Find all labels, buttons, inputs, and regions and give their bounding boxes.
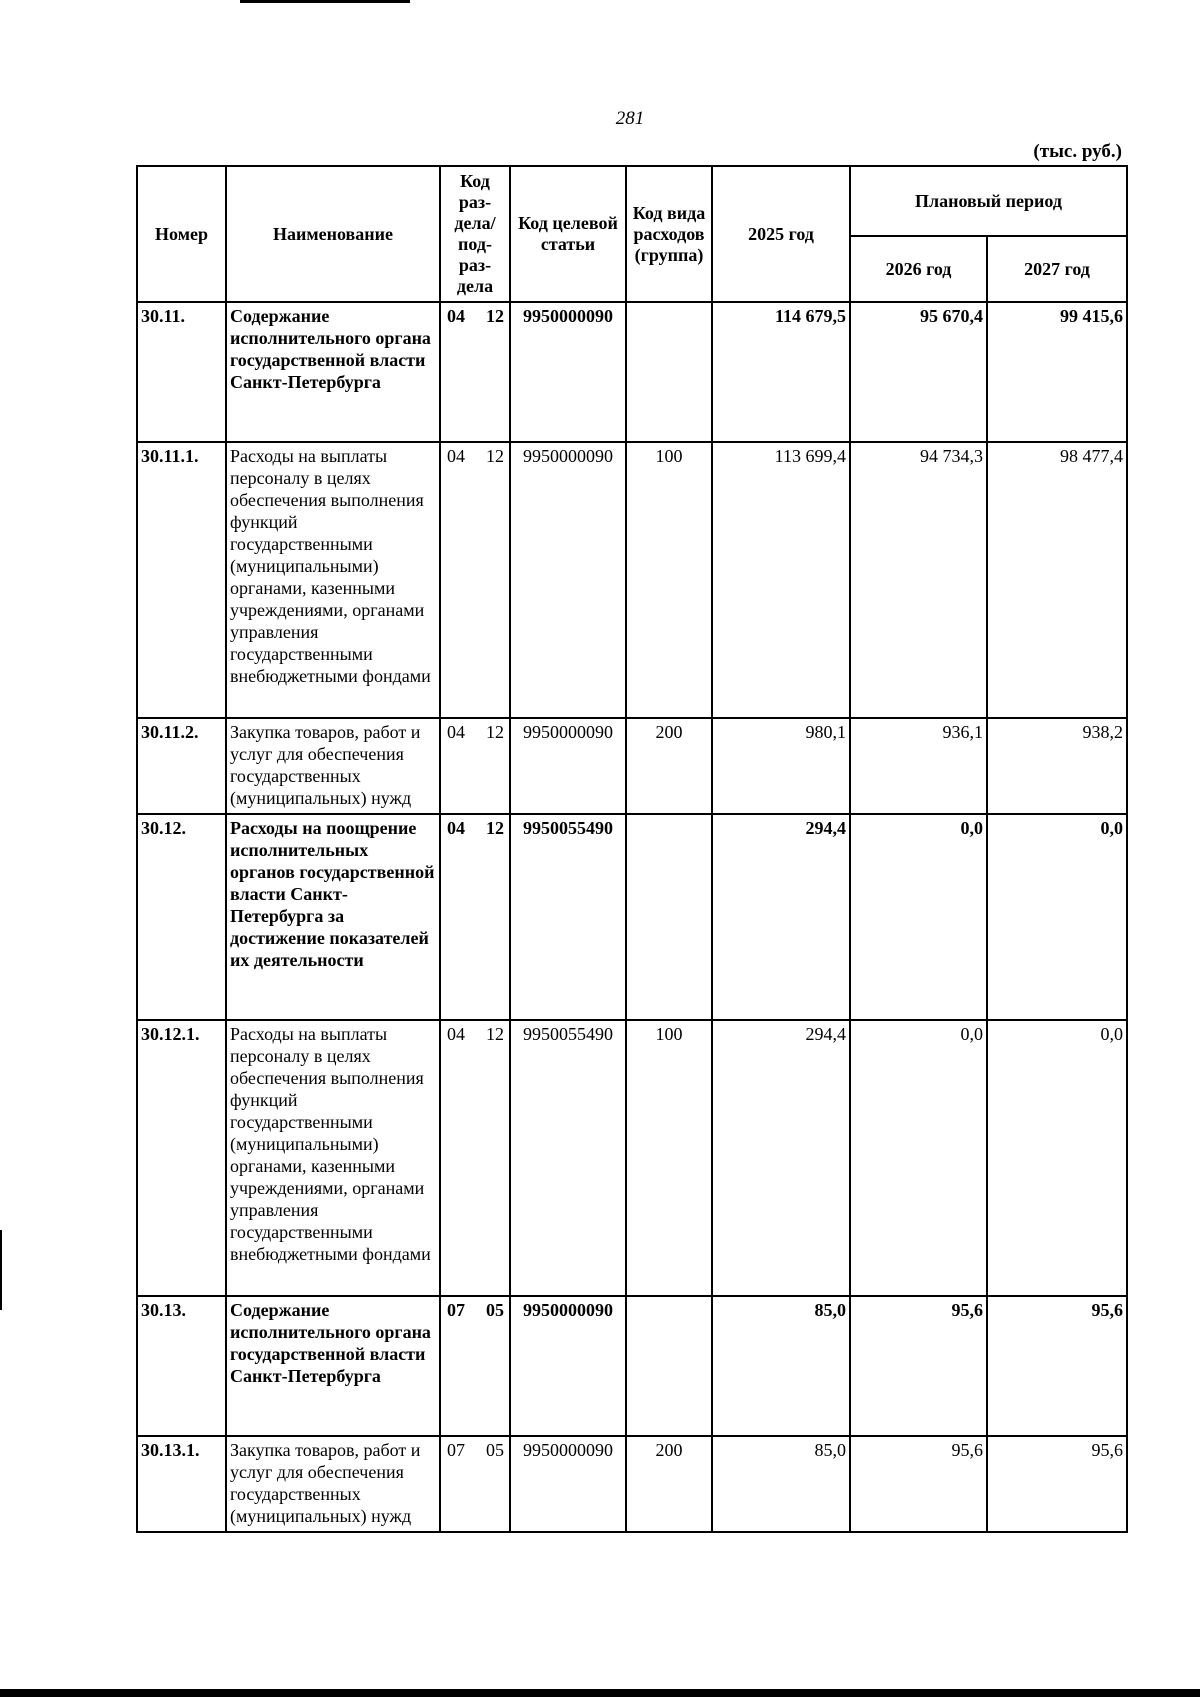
row-expense-type: 100 bbox=[626, 1020, 712, 1296]
row-expense-type bbox=[626, 814, 712, 1020]
row-amount-2026: 95,6 bbox=[850, 1436, 987, 1532]
row-number: 30.12. bbox=[137, 814, 226, 1020]
table-row bbox=[137, 1020, 1127, 1296]
scan-top-mark bbox=[240, 0, 410, 3]
row-amount-2026: 94 734,3 bbox=[850, 442, 987, 718]
row-section bbox=[440, 814, 510, 1020]
row-amount-2025: 114 679,5 bbox=[712, 302, 850, 442]
row-amount-2026: 95 670,4 bbox=[850, 302, 987, 442]
section-code: 04 bbox=[447, 818, 465, 838]
row-expense-type: 200 bbox=[626, 718, 712, 814]
table-row bbox=[137, 718, 1127, 814]
row-number: 30.11. bbox=[137, 302, 226, 442]
row-name: Закупка товаров, работ и услуг для обеспечения государственных (муниципальных) нужд bbox=[226, 718, 440, 814]
row-amount-2026: 0,0 bbox=[850, 1020, 987, 1296]
row-amount-2027: 938,2 bbox=[987, 718, 1127, 814]
row-amount-2027: 95,6 bbox=[987, 1296, 1127, 1436]
section-code: 04 bbox=[447, 1024, 465, 1044]
scan-left-edge bbox=[0, 1230, 2, 1310]
table-row bbox=[137, 1296, 1127, 1436]
row-section bbox=[440, 1436, 510, 1532]
header-number: Номер bbox=[137, 166, 226, 302]
table-row bbox=[137, 442, 1127, 718]
units-label: (тыс. руб.) bbox=[1033, 141, 1122, 162]
row-expense-type bbox=[626, 302, 712, 442]
header-year-2027: 2027 год bbox=[987, 236, 1127, 302]
row-name: Содержание исполнительного органа государственной власти Санкт-Петербурга bbox=[226, 302, 440, 442]
subsection-code: 12 bbox=[486, 818, 504, 838]
row-expense-type: 200 bbox=[626, 1436, 712, 1532]
row-name: Расходы на поощрение исполнительных органов государственной власти Санкт-Петербурга за достижение показателей их деятельности bbox=[226, 814, 440, 1020]
row-target-code: 9950000090 bbox=[510, 718, 626, 814]
section-code: 07 bbox=[447, 1440, 465, 1460]
row-amount-2026: 936,1 bbox=[850, 718, 987, 814]
budget-table bbox=[136, 165, 1128, 1533]
row-section bbox=[440, 1296, 510, 1436]
row-name: Содержание исполнительного органа государственной власти Санкт-Петербурга bbox=[226, 1296, 440, 1436]
subsection-code: 12 bbox=[486, 1024, 504, 1044]
row-amount-2027: 99 415,6 bbox=[987, 302, 1127, 442]
table-row bbox=[137, 814, 1127, 1020]
header-target-code: Код целевой статьи bbox=[510, 166, 626, 302]
subsection-code: 12 bbox=[486, 306, 504, 326]
row-name: Закупка товаров, работ и услуг для обеспечения государственных (муниципальных) нужд bbox=[226, 1436, 440, 1532]
row-section bbox=[440, 718, 510, 814]
row-name: Расходы на выплаты персоналу в целях обеспечения выполнения функций государственными (муниципальными) органами, казенными учреждениями, органами управления государственными внебюджетными фондами bbox=[226, 1020, 440, 1296]
table-row bbox=[137, 1436, 1127, 1532]
section-code: 07 bbox=[447, 1300, 465, 1320]
row-amount-2026: 0,0 bbox=[850, 814, 987, 1020]
row-amount-2025: 980,1 bbox=[712, 718, 850, 814]
header-year-2025: 2025 год bbox=[712, 166, 850, 302]
row-amount-2026: 95,6 bbox=[850, 1296, 987, 1436]
header-section-code: Код раз- дела/ под- раз- дела bbox=[440, 166, 510, 302]
header-planned-period: Плановый период bbox=[850, 166, 1127, 236]
section-code: 04 bbox=[447, 306, 465, 326]
row-amount-2025: 294,4 bbox=[712, 1020, 850, 1296]
scan-bottom-bar bbox=[0, 1689, 1200, 1697]
row-number: 30.11.1. bbox=[137, 442, 226, 718]
row-target-code: 9950000090 bbox=[510, 1296, 626, 1436]
row-section bbox=[440, 302, 510, 442]
header-year-2026: 2026 год bbox=[850, 236, 987, 302]
row-target-code: 9950000090 bbox=[510, 1436, 626, 1532]
row-target-code: 9950000090 bbox=[510, 302, 626, 442]
row-expense-type bbox=[626, 1296, 712, 1436]
table-row bbox=[137, 302, 1127, 442]
section-code: 04 bbox=[447, 722, 465, 742]
section-code: 04 bbox=[447, 446, 465, 466]
subsection-code: 12 bbox=[486, 446, 504, 466]
row-number: 30.13.1. bbox=[137, 1436, 226, 1532]
row-amount-2025: 85,0 bbox=[712, 1436, 850, 1532]
row-number: 30.12.1. bbox=[137, 1020, 226, 1296]
header-row bbox=[137, 166, 1127, 236]
row-target-code: 9950000090 bbox=[510, 442, 626, 718]
row-amount-2025: 85,0 bbox=[712, 1296, 850, 1436]
row-amount-2027: 95,6 bbox=[987, 1436, 1127, 1532]
row-section bbox=[440, 442, 510, 718]
row-amount-2025: 294,4 bbox=[712, 814, 850, 1020]
row-target-code: 9950055490 bbox=[510, 814, 626, 1020]
row-amount-2025: 113 699,4 bbox=[712, 442, 850, 718]
row-expense-type: 100 bbox=[626, 442, 712, 718]
header-name: Наименование bbox=[226, 166, 440, 302]
row-number: 30.11.2. bbox=[137, 718, 226, 814]
subsection-code: 05 bbox=[486, 1300, 504, 1320]
row-amount-2027: 0,0 bbox=[987, 814, 1127, 1020]
page-number: 281 bbox=[615, 108, 645, 129]
row-number: 30.13. bbox=[137, 1296, 226, 1436]
row-name: Расходы на выплаты персоналу в целях обеспечения выполнения функций государственными (муниципальными) органами, казенными учреждениями, органами управления государственными внебюджетными фондами bbox=[226, 442, 440, 718]
subsection-code: 12 bbox=[486, 722, 504, 742]
row-amount-2027: 98 477,4 bbox=[987, 442, 1127, 718]
row-amount-2027: 0,0 bbox=[987, 1020, 1127, 1296]
row-target-code: 9950055490 bbox=[510, 1020, 626, 1296]
row-section bbox=[440, 1020, 510, 1296]
header-expense-type: Код вида расходов (группа) bbox=[626, 166, 712, 302]
subsection-code: 05 bbox=[486, 1440, 504, 1460]
